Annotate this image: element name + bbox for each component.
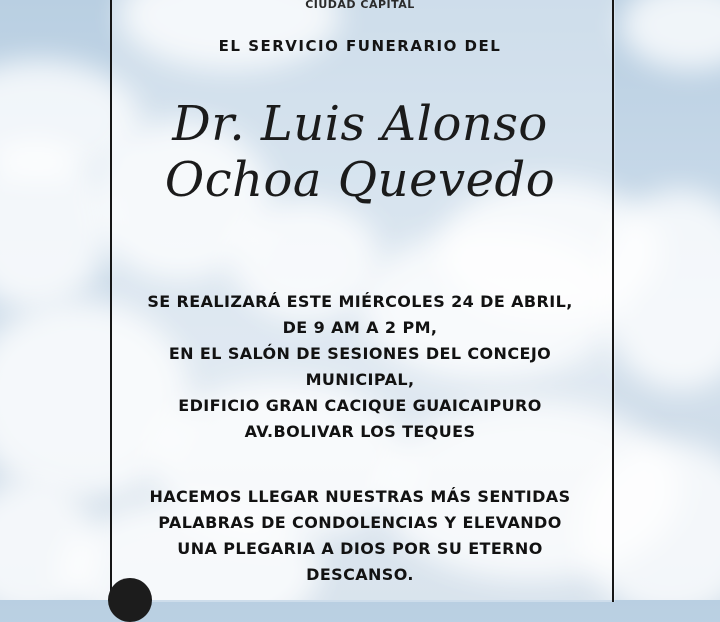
deceased-name-line-1: Dr. Luis Alonso [172, 96, 548, 152]
details-line: MUNICIPAL, [305, 370, 415, 389]
message-line: DESCANSO. [306, 565, 414, 584]
announcement-heading: EL SERVICIO FUNERARIO DEL [218, 37, 502, 55]
details-line: DE 9 AM A 2 PM, [282, 318, 438, 337]
service-details [0, 289, 720, 445]
details-line: EN EL SALÓN DE SESIONES DEL CONCEJO [168, 344, 552, 363]
details-line: AV.BOLIVAR LOS TEQUES [244, 422, 476, 441]
details-line: EDIFICIO GRAN CACIQUE GUAICAIPURO [178, 396, 542, 415]
message-line: HACEMOS LLEGAR NUESTRAS MÁS SENTIDAS [149, 487, 571, 506]
details-line: SE REALIZARÁ ESTE MIÉRCOLES 24 DE ABRIL, [147, 292, 573, 311]
message-line: PALABRAS DE CONDOLENCIAS Y ELEVANDO [158, 513, 562, 532]
condolence-message [0, 484, 720, 588]
brand-label: CIUDAD CAPITAL [305, 0, 415, 11]
message-line: UNA PLEGARIA A DIOS POR SU ETERNO [177, 539, 543, 558]
deceased-name-line-2: Ochoa Quevedo [164, 152, 556, 208]
